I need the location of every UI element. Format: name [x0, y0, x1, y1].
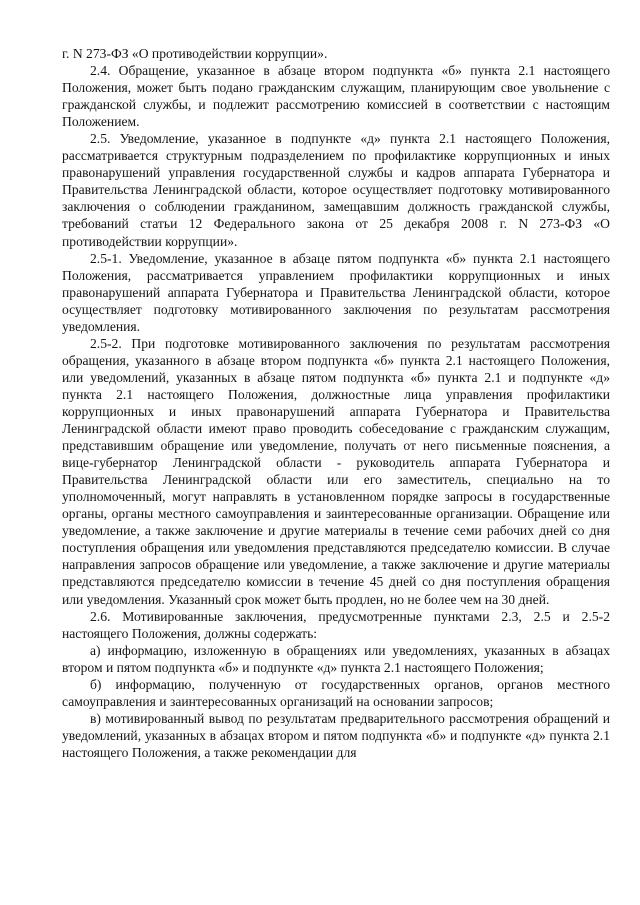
paragraph-2-6: 2.6. Мотивированные заключения, предусмотренные пунктами 2.3, 2.5 и 2.5-2 настоящего Положения, должны содержать:	[62, 608, 610, 641]
paragraph-continuation: г. N 273-ФЗ «О противодействии коррупции».	[62, 46, 328, 61]
paragraph-2-4: 2.4. Обращение, указанное в абзаце втором подпункта «б» пункта 2.1 настоящего Положения, может быть подано гражданским служащим, планирующим свое увольнение с гражданской службы, и подлежит рассмотрению комиссией в соответствии с настоящим Положением.	[62, 63, 610, 130]
paragraph-2-6-a: а) информацию, изложенную в обращениях или уведомлениях, указанных в абзацах втором и пятом подпункта «б» и подпункте «д» пункта 2.1 настоящего Положения;	[62, 642, 610, 675]
paragraph-2-5: 2.5. Уведомление, указанное в подпункте «д» пункта 2.1 настоящего Положения, рассматривается структурным подразделением по профилактике коррупционных и иных правонарушений управления государственной службы и кадров аппарата Губернатора и Правительства Ленинградской области, которое осуществляет подготовку мотивированного заключения о соблюдении гражданином, замещавшим должность гражданской службы, требований статьи 12 Федерального закона от 25 декабря 2008 г. N 273-ФЗ «О противодействии коррупции».	[62, 131, 610, 249]
paragraph-2-6-b: б) информацию, полученную от государственных органов, органов местного самоуправления и заинтересованных организаций на основании запросов;	[62, 676, 610, 709]
paragraph-2-6-v: в) мотивированный вывод по результатам предварительного рассмотрения обращений и уведомлений, указанных в абзацах втором и пятом подпункта «б» и подпункте «д» пункта 2.1 настоящего Положения, а также рекомендации для	[62, 710, 610, 760]
paragraph-2-5-1: 2.5-1. Уведомление, указанное в абзаце пятом подпункта «б» пункта 2.1 настоящего Положения, рассматривается управлением профилактики коррупционных и иных правонарушений аппарата Губернатора и Правительства Ленинградской области, которое осуществляет подготовку мотивированного заключения по результатам рассмотрения уведомления.	[62, 250, 610, 334]
document-body	[62, 45, 610, 761]
paragraph-2-5-2: 2.5-2. При подготовке мотивированного заключения по результатам рассмотрения обращения, указанного в абзаце втором подпункта «б» пункта 2.1 настоящего Положения, или уведомлений, указанных в абзаце пятом подпункта «б» пункта 2.1 и подпункте «д» пункта 2.1 настоящего Положения, должностные лица управления профилактики коррупционных и иных правонарушений аппарата Губернатора и Правительства Ленинградской области имеют право проводить собеседование с гражданским служащим, представившим обращение или уведомление, получать от него письменные пояснения, а вице-губернатор Ленинградской области - руководитель аппарата Губернатора и Правительства Ленинградской области или его заместитель, специально на то уполномоченный, могут направлять в установленном порядке запросы в государственные органы, органы местного самоуправления и заинтересованные организации. Обращение или уведомление, а также заключение и другие материалы в течение семи рабочих дней со дня поступления обращения или уведомления представляются председателю комиссии. В случае направления запросов обращение или уведомление, а также заключение и другие материалы представляются председателю комиссии в течение 45 дней со дня поступления обращения или уведомления. Указанный срок может быть продлен, но не более чем на 30 дней.	[62, 335, 610, 607]
